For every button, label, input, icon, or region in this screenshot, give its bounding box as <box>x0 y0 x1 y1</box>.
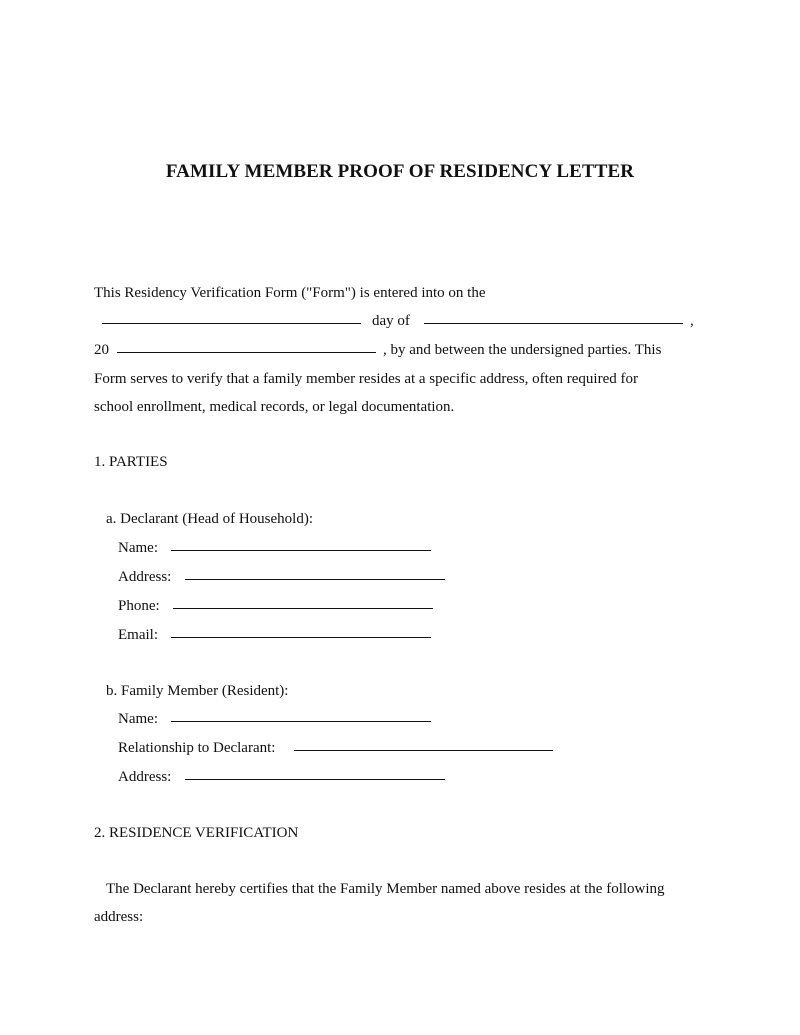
intro-line-1: This Residency Verification Form ("Form") is entered into on the <box>94 285 486 301</box>
day-of-text: day of <box>372 313 410 329</box>
section-2-line-2: address: <box>94 909 144 925</box>
family-member-name-label: Name: <box>118 711 158 727</box>
family-member-name-field[interactable] <box>171 721 431 722</box>
declarant-email-label: Email: <box>118 627 158 643</box>
day-blank[interactable] <box>102 323 361 324</box>
section-2-heading: 2. RESIDENCE VERIFICATION <box>94 825 299 841</box>
family-member-heading: b. Family Member (Resident): <box>106 683 289 699</box>
intro-line-3-rest: , by and between the undersigned parties. This <box>383 342 662 358</box>
relationship-label: Relationship to Declarant: <box>118 740 276 756</box>
comma-text: , <box>690 313 694 329</box>
family-member-address-label: Address: <box>118 769 172 785</box>
section-1-heading: 1. PARTIES <box>94 454 168 470</box>
month-blank[interactable] <box>424 323 683 324</box>
declarant-phone-label: Phone: <box>118 598 160 614</box>
declarant-name-label: Name: <box>118 540 158 556</box>
intro-line-4: Form serves to verify that a family member resides at a specific address, often required for <box>94 371 638 387</box>
document-title: FAMILY MEMBER PROOF OF RESIDENCY LETTER <box>165 161 635 182</box>
declarant-address-field[interactable] <box>185 579 445 580</box>
declarant-heading: a. Declarant (Head of Household): <box>106 511 313 527</box>
relationship-field[interactable] <box>294 750 553 751</box>
year-blank[interactable] <box>117 352 376 353</box>
section-2-line-1: The Declarant hereby certifies that the Family Member named above resides at the following <box>106 881 665 897</box>
declarant-address-label: Address: <box>118 569 172 585</box>
declarant-email-field[interactable] <box>171 637 431 638</box>
family-member-address-field[interactable] <box>185 779 445 780</box>
year-prefix-text: 20 <box>94 342 109 358</box>
declarant-name-field[interactable] <box>171 550 431 551</box>
intro-line-5: school enrollment, medical records, or legal documentation. <box>94 399 455 415</box>
declarant-phone-field[interactable] <box>173 608 433 609</box>
